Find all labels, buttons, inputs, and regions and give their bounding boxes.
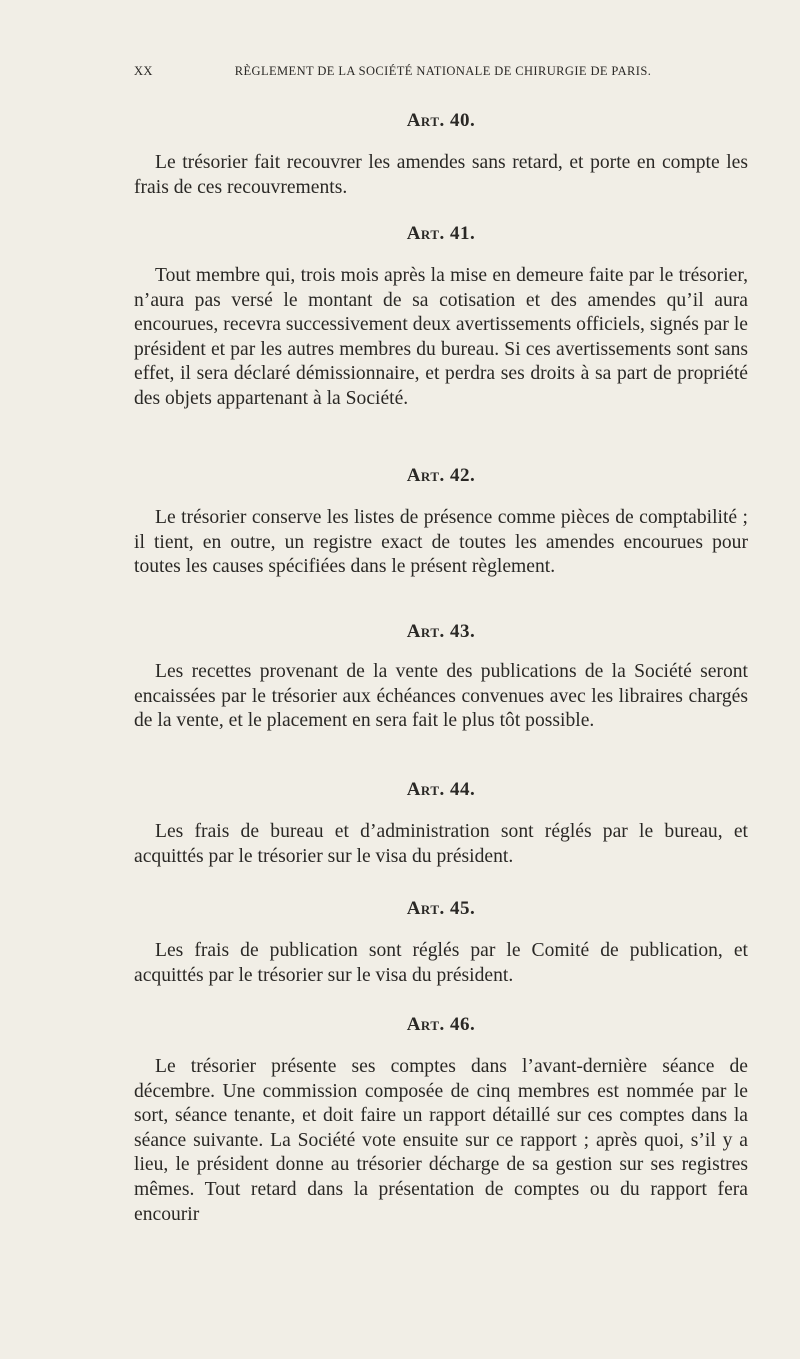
article-42 <box>134 464 748 580</box>
article-46 <box>134 1013 748 1227</box>
page-number: XX <box>134 64 153 78</box>
article-heading: Art. 41. <box>406 223 476 244</box>
article-text: Le trésorier conserve les listes de présence comme pièces de comptabilité ; il tient, en outre, un registre exact de toutes les amendes encourues pour toutes les causes spécifiées dans le présent règlement. <box>134 507 748 578</box>
article-41 <box>134 222 748 412</box>
article-40 <box>134 109 748 200</box>
article-text: Les frais de publication sont réglés par le Comité de publication, et acquittés par le trésorier sur le visa du président. <box>134 940 748 986</box>
article-heading: Art. 42. <box>406 465 476 486</box>
article-text: Les recettes provenant de la vente des publications de la Société seront encaissées par le trésorier aux échéances convenues avec les libraires chargés de la vente, et le placement en sera fait le plus tôt possible. <box>134 661 748 732</box>
article-heading: Art. 44. <box>406 779 476 800</box>
article-heading: Art. 45. <box>406 898 476 919</box>
article-text: Tout membre qui, trois mois après la mise en demeure faite par le trésorier, n’aura pas versé le montant de sa cotisation et des amendes qu’il aura encourues, recevra successivement deux avertissements officiels, signés par le président et par les autres membres du bureau. Si ces avertissements sont sans effet, il sera déclaré démissionnaire, et perdra ses droits à sa part de propriété des objets appartenant à la Société. <box>134 265 748 409</box>
article-heading: Art. 40. <box>406 110 476 131</box>
article-43 <box>134 620 748 734</box>
article-44 <box>134 778 748 869</box>
article-text: Le trésorier présente ses comptes dans l’avant-dernière séance de décembre. Une commission composée de cinq membres est nommée par le sort, séance tenante, et doit faire un rapport détaillé sur ces comptes dans la séance suivante. La Société vote ensuite sur ce rapport ; après quoi, s’il y a lieu, le président donne au trésorier décharge de sa gestion sur ses registres mêmes. Tout retard dans la présentation de comptes ou du rapport fera encourir <box>134 1056 748 1225</box>
article-heading: Art. 46. <box>406 1014 476 1035</box>
running-head <box>134 64 708 79</box>
article-text: Les frais de bureau et d’administration sont réglés par le bureau, et acquittés par le trésorier sur le visa du président. <box>134 821 748 867</box>
running-title: RÈGLEMENT DE LA SOCIÉTÉ NATIONALE DE CHIRURGIE DE PARIS. <box>234 64 652 78</box>
article-heading: Art. 43. <box>406 621 476 642</box>
article-45 <box>134 897 748 988</box>
article-text: Le trésorier fait recouvrer les amendes sans retard, et porte en compte les frais de ces recouvrements. <box>134 152 748 198</box>
